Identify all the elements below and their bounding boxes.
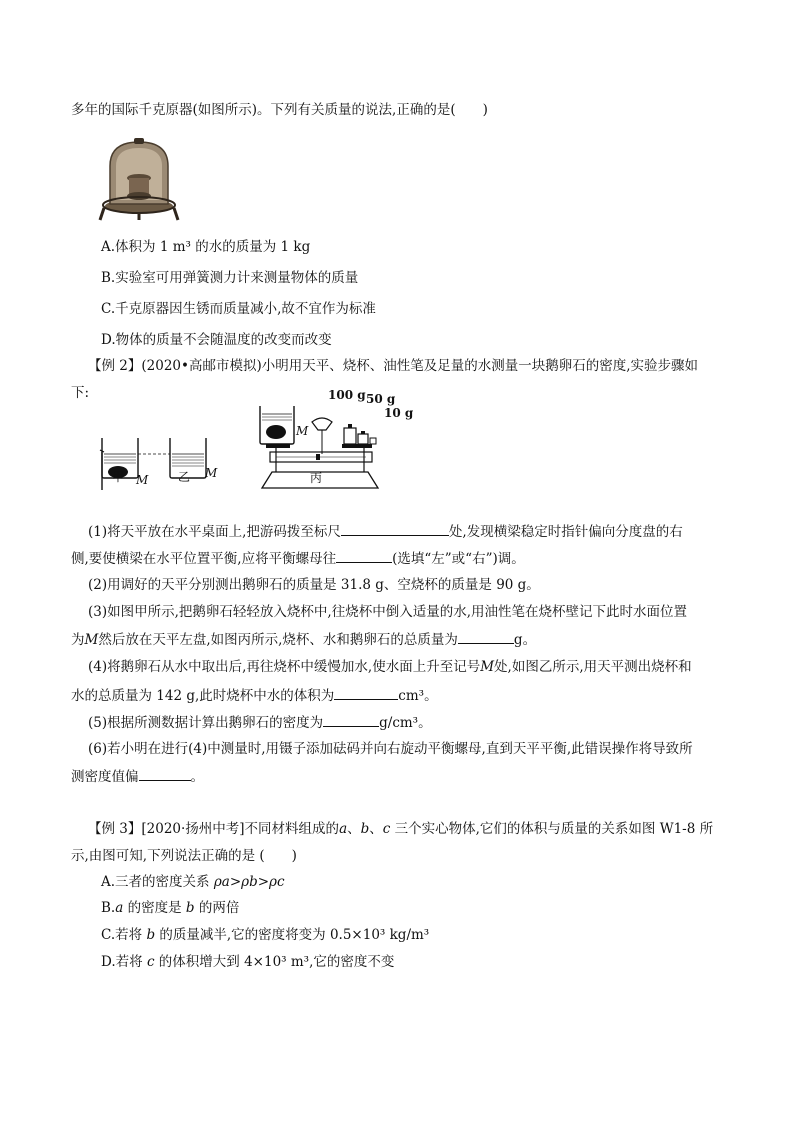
example-3-text: 三个实心物体,它们的体积与质量的关系如图 W1-8 所 [390, 821, 714, 837]
label-m-bing: M [296, 424, 309, 438]
step-1-text-a: (1)将天平放在水平桌面上,把游码拨至标尺 [88, 524, 341, 540]
step-5-text-b: g/cm³。 [379, 715, 432, 731]
step-6-line-2 [71, 767, 204, 786]
step-6-text-a: 测密度值偏 [71, 769, 139, 785]
step-4-line-1 [88, 658, 692, 676]
step-1-line-1 [88, 522, 683, 541]
option-text: 的质量减半,它的密度将变为 0.5×10³ kg/m³ [155, 927, 430, 943]
step-5 [88, 713, 432, 732]
step-1-text-b: 处,发现横梁稳定时指针偏向分度盘的右 [448, 524, 683, 540]
example-2-heading-cont: 下: [71, 385, 90, 401]
option-text: A.三者的密度关系 [101, 874, 214, 890]
label-m-yi: M [205, 466, 218, 480]
ex3-option-b [101, 899, 239, 917]
option-text: 的两倍 [194, 900, 240, 916]
option-text: D.若将 [101, 954, 147, 970]
var-a: a [339, 821, 348, 837]
option-b: B.实验室可用弹簧测力计来测量物体的质量 [101, 270, 359, 286]
label-yi: 乙 [178, 470, 191, 484]
step-4-text-b: 处,如图乙所示,用天平测出烧杯和 [494, 659, 692, 675]
mark-m: M [480, 659, 495, 675]
sep: 、 [369, 821, 383, 837]
label-m-jia: M [136, 473, 149, 487]
step-4-text-a: (4)将鹅卵石从水中取出后,再往烧杯中缓慢加水,使水面上升至记号 [88, 659, 481, 675]
kilogram-prototype-image [96, 136, 182, 222]
sep: 、 [347, 821, 361, 837]
step-4-text-d: cm³。 [398, 688, 438, 704]
mark-m: M [84, 632, 99, 648]
var-b: b [146, 927, 156, 943]
label-bing: 丙 [310, 471, 323, 485]
var-b: b [360, 821, 370, 837]
example-3-text: 【例 3】[2020·扬州中考]不同材料组成的 [88, 821, 340, 837]
step-6-text-b: 。 [190, 769, 204, 785]
step-3-text-b: 然后放在天平左盘,如图丙所示,烧杯、水和鹅卵石的总质量为 [98, 632, 458, 648]
ex3-option-a [101, 873, 285, 891]
answer-blank-3[interactable] [458, 630, 514, 644]
var-c: c [382, 821, 391, 837]
step-1-text-c: 侧,要使横梁在水平位置平衡,应将平衡螺母往 [71, 551, 337, 567]
label-jia: 甲 [112, 470, 125, 484]
answer-blank-6[interactable] [139, 767, 191, 781]
ex3-option-d [101, 953, 394, 971]
step-3-text-a: 为 [71, 632, 85, 648]
example-3-heading-cont: 示,由图可知,下列说法正确的是 ( ) [71, 848, 297, 864]
step-4-line-2 [71, 686, 438, 705]
density-relation: ρa>ρb>ρc [213, 874, 285, 890]
var-a: a [115, 900, 124, 916]
option-a: A.体积为 1 m³ 的水的质量为 1 kg [101, 239, 311, 255]
var-c: c [146, 954, 155, 970]
option-text: C.若将 [101, 927, 147, 943]
option-text: 的体积增大到 4×10³ m³,它的密度不变 [154, 954, 395, 970]
step-3-line-2 [71, 630, 536, 649]
example-3-heading [88, 820, 713, 838]
step-2: (2)用调好的天平分别测出鹅卵石的质量是 31.8 g、空烧杯的质量是 90 g。 [88, 577, 540, 593]
option-c: C.千克原器因生锈而质量减小,故不宜作为标准 [101, 301, 376, 317]
example-2-heading: 【例 2】(2020•高邮市模拟)小明用天平、烧杯、油性笔及足量的水测量一块鹅卵石的密度,实验步骤如 [88, 358, 699, 374]
answer-blank-1[interactable] [341, 522, 449, 536]
option-d: D.物体的质量不会随温度的改变而改变 [101, 332, 332, 348]
answer-blank-5[interactable] [323, 713, 379, 727]
step-5-text-a: (5)根据所测数据计算出鹅卵石的密度为 [88, 715, 324, 731]
step-3-line-1: (3)如图甲所示,把鹅卵石轻轻放入烧杯中,往烧杯中倒入适量的水,用油性笔在烧杯壁记下此时水面位置 [88, 604, 687, 620]
var-b: b [185, 900, 195, 916]
step-1-line-2 [71, 549, 525, 568]
ex3-option-c [101, 926, 429, 944]
answer-blank-4[interactable] [334, 686, 398, 700]
label-10g: 10 g [384, 406, 414, 420]
step-6-line-1: (6)若小明在进行(4)中测量时,用镊子添加砝码并向右旋动平衡螺母,直到天平平衡,此错误操作将导致所 [88, 741, 693, 757]
step-3-text-c: g。 [513, 632, 537, 648]
question-intro: 多年的国际千克原器(如图所示)。下列有关质量的说法,正确的是( ) [71, 102, 488, 118]
label-100g: 100 g [328, 388, 366, 402]
step-4-text-c: 水的总质量为 142 g,此时烧杯中水的体积为 [71, 688, 335, 704]
option-text: 的密度是 [123, 900, 186, 916]
label-50g: 50 g [366, 392, 396, 406]
step-1-text-d: (选填“左”或“右”)调。 [392, 551, 525, 567]
answer-blank-2[interactable] [336, 549, 392, 563]
option-text: B. [101, 900, 116, 916]
